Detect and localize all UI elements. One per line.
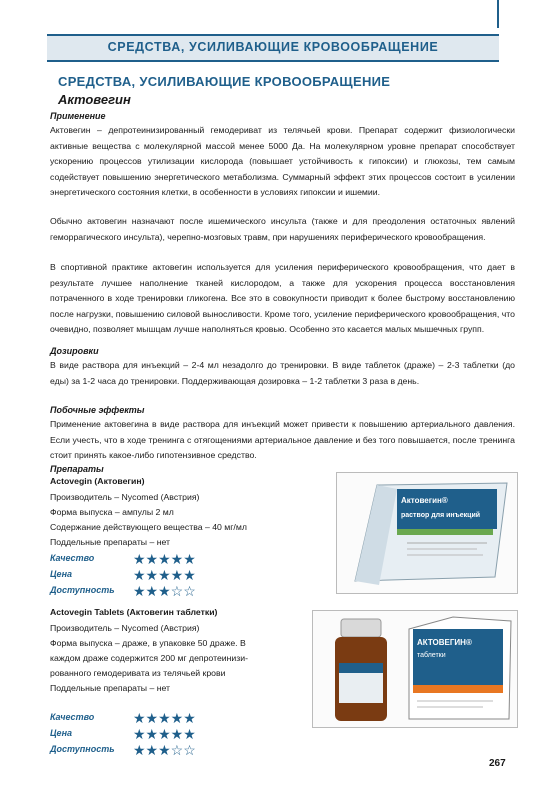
tablet-bottle-and-box-image [313,611,517,727]
product-2-line: Поддельные препараты – нет [50,683,171,693]
product-2-rating-label: Доступность [50,744,115,754]
product-1-rating-stars-icon: ★★★☆☆ [133,583,196,599]
product-1-line: Форма выпуска – ампулы 2 мл [50,507,174,517]
top-rule [497,0,499,28]
section-title: СРЕДСТВА, УСИЛИВАЮЩИЕ КРОВООБРАЩЕНИЕ [58,74,391,89]
product-1-rating-label: Доступность [50,585,115,595]
application-heading: Применение [50,111,106,121]
side-effects-heading: Побочные эффекты [50,405,145,415]
ampoule-box-image [337,473,517,593]
product-2-line: каждом драже содержится 200 мг депротеинизи- [50,653,249,663]
running-header [47,34,499,62]
product-1-line: Поддельные препараты – нет [50,537,171,547]
dosage-heading: Дозировки [50,346,99,356]
product-2-line: Форма выпуска – драже, в упаковке 50 драже. В [50,638,246,648]
product-1-rating-label: Цена [50,569,73,579]
product-2-rating-label: Качество [50,712,95,722]
side-effects-paragraph: Применение актовегина в виде раствора для инъекций может привести к повышению артериального давления. Если учесть, что в ходе тренинга с отягощениями артериальное давление и без того повышается, после тренинга стоит принять какое-либо гипотензивное средство. [50,419,515,460]
product-1-photo [336,472,518,594]
product-1-rating-stars-icon: ★★★★★ [133,567,196,583]
application-paragraph-1: Актовегин – депротеинизированный гемодериват из телячьей крови. Препарат содержит физиологически активные вещества с молекулярной массой менее 5000 Да. На молекулярном уровне препарат способствует ускорению процессов утилизации кислорода (повышает устойчивость к гипоксии) и глюкозы, тем самым содействует повышению энергетического метаболизма. Суммарный эффект этих процессов состоит в усилении энергетического состояния клетки, в особенности в условиях гипоксии и ишемии. [50,125,515,197]
product-1-line: Производитель – Nycomed (Австрия) [50,492,200,502]
product-2-box-form: таблетки [417,652,446,659]
drug-title: Актовегин [58,92,131,107]
product-2-line: рованного гемодеривата из телячьей крови [50,668,226,678]
dosage-paragraph: В виде раствора для инъекций – 2-4 мл незадолго до тренировки. В виде таблеток (драже) – 2-3 таблетки (до еды) за 1-2 часа до тренировки. Поддерживающая дозировка – 1-2 таблетки 3 раза в день. [50,360,515,386]
product-1-rating-stars-icon: ★★★★★ [133,551,196,567]
product-2-rating-label: Цена [50,728,73,738]
product-1-name: Actovegin (Актовегин) [50,476,145,486]
running-header-title: СРЕДСТВА, УСИЛИВАЮЩИЕ КРОВООБРАЩЕНИЕ [107,40,439,54]
product-1-line: Содержание действующего вещества – 40 мг/мл [50,522,247,532]
product-2-box-brand: АКТОВЕГИН® [417,638,472,647]
application-paragraph-2: Обычно актовегин назначают после ишемического инсульта (также и для преодоления остаточных явлений геморрагического инсульта), черепно-мозговых травм, при нарушениях периферического кровообращения. [50,216,515,242]
product-2-rating-stars-icon: ★★★★★ [133,710,196,726]
product-2-name: Actovegin Tablets (Актовегин таблетки) [50,607,218,617]
product-2-photo [312,610,518,728]
product-1-rating-label: Качество [50,553,95,563]
product-2-rating-stars-icon: ★★★★★ [133,726,196,742]
product-1-box-brand: Актовегин® [401,496,448,505]
page-number: 267 [489,758,506,769]
product-2-rating-stars-icon: ★★★☆☆ [133,742,196,758]
preparations-heading: Препараты [50,464,104,474]
product-2-line: Производитель – Nycomed (Австрия) [50,623,200,633]
application-paragraph-3: В спортивной практике актовегин используется для усиления периферического кровообращения, что дает в результате лучшее наполнение тканей кислородом, а также для ускорения процесса восстановления потраченного в ходе тренировки гликогена. Все это в совокупности приводит к более быстрому восстановлению после нагрузки, повышению силовой выносливости. Кроме того, усиление периферического кровообращения, что очевидно, позволяет мышцам лучше наполняться кровью. Особенно это касается малых мышечных групп. [50,262,515,334]
product-1-box-form: раствор для инъекций [401,512,481,519]
